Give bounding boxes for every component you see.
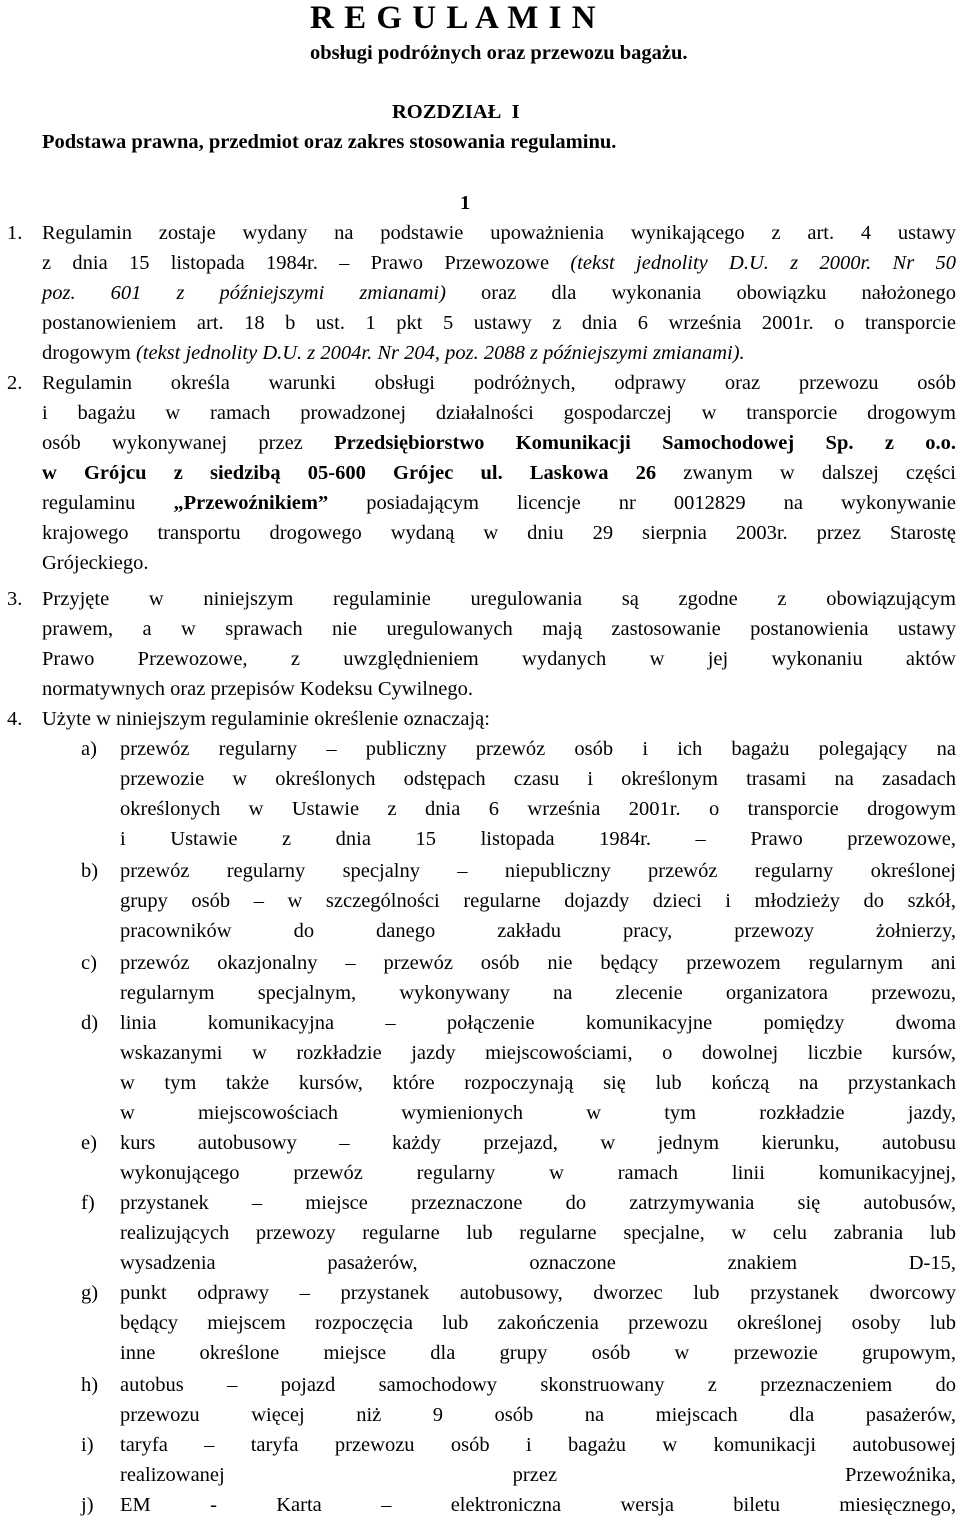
definition-f-line-3: wysadzenia pasażerów, oznaczone znakiem D-15, — [120, 1252, 956, 1274]
definition-i-line-1: taryfa – taryfa przewozu osób i bagażu w komunikacji autobusowej — [120, 1434, 956, 1456]
point-2-line-5 — [42, 488, 956, 518]
point-1-line-4: postanowieniem art. 18 b ust. 1 pkt 5 ustawy z dnia 6 września 2001r. o transporcie — [42, 312, 956, 334]
definition-c-line-2: regularnym specjalnym, wykonywany na zlecenie organizatora przewozu, — [120, 982, 956, 1004]
point-3-line-3: Prawo Przewozowe, z uwzględnieniem wydanych w jej wykonaniu aktów — [42, 648, 956, 670]
definition-d-line-1: linia komunikacyjna – połączenie komunikacyjne pomiędzy dwoma — [120, 1012, 956, 1034]
definition-g-line-3: inne określone miejsce dla grupy osób w przewozie grupowym, — [120, 1342, 956, 1364]
definition-b-label: b) — [81, 860, 99, 882]
definition-d-label: d) — [81, 1012, 99, 1034]
section-number: 1 — [460, 192, 471, 214]
point-2-number: 2. — [7, 372, 23, 394]
definition-f-label: f) — [81, 1192, 95, 1214]
point-2-text: regulaminu — [42, 492, 174, 514]
definition-h-line-2: przewozu więcej niż 9 osób na miejscach dla pasażerów, — [120, 1404, 956, 1426]
definition-h-label: h) — [81, 1374, 99, 1396]
definition-a-label: a) — [81, 738, 97, 760]
point-1-line-3 — [42, 278, 956, 308]
point-1-line-1: Regulamin zostaje wydany na podstawie upoważnienia wynikającego z art. 4 ustawy — [42, 222, 956, 244]
point-1-text: drogowym — [42, 342, 136, 364]
definition-j-line-1: EM - Karta – elektroniczna wersja biletu miesięcznego, — [120, 1494, 956, 1516]
definition-d-line-4: w miejscowościach wymienionych w tym rozkładzie jazdy, — [120, 1102, 956, 1124]
company-name: Przedsiębiorstwo Komunikacji Samochodowej Sp. z o.o. — [334, 432, 956, 454]
point-3-line-4: normatywnych oraz przepisów Kodeksu Cywilnego. — [42, 678, 473, 700]
definition-e-line-2: wykonującego przewóz regularny w ramach linii komunikacyjnej, — [120, 1162, 956, 1184]
chapter-label: ROZDZIAŁ I — [392, 101, 520, 123]
definition-a-line-1: przewóz regularny – publiczny przewóz osób i ich bagażu polegający na — [120, 738, 956, 760]
point-1-text: oraz dla wykonania obowiązku nałożonego — [445, 282, 956, 304]
company-address: w Grójcu z siedzibą 05-600 Grójec ul. Laskowa 26 — [42, 462, 657, 484]
point-2-text: zwanym w dalszej części — [656, 462, 956, 484]
point-1-citation: poz. 601 z późniejszymi zmianami) — [42, 282, 446, 304]
definition-g-line-2: będący miejscem rozpoczęcia lub zakończenia przewozu określonej osoby lub — [120, 1312, 956, 1334]
definition-b-line-1: przewóz regularny specjalny – niepubliczny przewóz regularny określonej — [120, 860, 956, 882]
definition-d-line-2: wskazanymi w rozkładzie jazdy miejscowościami, o dowolnej liczbie kursów, — [120, 1042, 956, 1064]
definition-f-line-2: realizujących przewozy regularne lub regularne specjalne, w celu zabrania lub — [120, 1222, 956, 1244]
point-2-line-7: Grójeckiego. — [42, 552, 149, 574]
chapter-heading: Podstawa prawna, przedmiot oraz zakres stosowania regulaminu. — [42, 131, 617, 153]
point-1-text: z dnia 15 listopada 1984r. – Prawo Przewozowe — [42, 252, 571, 274]
document-title: R E G U L A M I N — [310, 0, 597, 36]
point-1-number: 1. — [7, 222, 23, 244]
point-1-citation: (tekst jednolity D.U. z 2000r. Nr 50 — [570, 252, 956, 274]
point-4-number: 4. — [7, 708, 23, 730]
definition-c-label: c) — [81, 952, 97, 974]
point-1-line-2 — [42, 248, 956, 278]
point-4-intro: Użyte w niniejszym regulaminie określenie oznaczają: — [42, 708, 490, 730]
point-1-citation: (tekst jednolity D.U. z 2004r. Nr 204, poz. 2088 z późniejszymi zmianami). — [135, 342, 745, 364]
definition-h-line-1: autobus – pojazd samochodowy skonstruowany z przeznaczeniem do — [120, 1374, 956, 1396]
point-3-number: 3. — [7, 588, 23, 610]
definition-c-line-1: przewóz okazjonalny – przewóz osób nie będący przewozem regularnym ani — [120, 952, 956, 974]
point-2-line-2: i bagażu w ramach prowadzonej działalności gospodarczej w transporcie drogowym — [42, 402, 956, 424]
definition-e-line-1: kurs autobusowy – każdy przejazd, w jednym kierunku, autobusu — [120, 1132, 956, 1154]
definition-b-line-3: pracowników do danego zakładu pracy, przewozy żołnierzy, — [120, 920, 956, 942]
point-2-line-6: krajowego transportu drogowego wydaną w dniu 29 sierpnia 2003r. przez Starostę — [42, 522, 956, 544]
definition-d-line-3: w tym także kursów, które rozpoczynają się lub kończą na przystankach — [120, 1072, 956, 1094]
carrier-term: „Przewoźnikiem” — [173, 492, 329, 514]
point-1-line-5 — [42, 338, 956, 368]
definition-b-line-2: grupy osób – w szczególności regularne dojazdy dzieci i młodzieży do szkół, — [120, 890, 956, 912]
point-2-line-3 — [42, 428, 956, 458]
definition-i-label: i) — [81, 1434, 94, 1456]
point-2-text: posiadającym licencje nr 0012829 na wykonywanie — [328, 492, 956, 514]
point-3-line-2: prawem, a w sprawach nie uregulowanych mają zastosowanie postanowienia ustawy — [42, 618, 956, 640]
definition-a-line-2: przewozie w określonych odstępach czasu i określonym trasami na zasadach — [120, 768, 956, 790]
definition-f-line-1: przystanek – miejsce przeznaczone do zatrzymywania się autobusów, — [120, 1192, 956, 1214]
definition-g-label: g) — [81, 1282, 99, 1304]
point-2-text: osób wykonywanej przez — [42, 432, 335, 454]
definition-i-line-2: realizowanej przez Przewoźnika, — [120, 1464, 956, 1486]
definition-a-line-3: określonych w Ustawie z dnia 6 września 2001r. o transporcie drogowym — [120, 798, 956, 820]
point-2-line-1: Regulamin określa warunki obsługi podróżnych, odprawy oraz przewozu osób — [42, 372, 956, 394]
definition-j-label: j) — [81, 1494, 94, 1516]
definition-a-line-4: i Ustawie z dnia 15 listopada 1984r. – Prawo przewozowe, — [120, 828, 956, 850]
definition-g-line-1: punkt odprawy – przystanek autobusowy, dworzec lub przystanek dworcowy — [120, 1282, 956, 1304]
point-3-line-1: Przyjęte w niniejszym regulaminie uregulowania są zgodne z obowiązującym — [42, 588, 956, 610]
document-subtitle: obsługi podróżnych oraz przewozu bagażu. — [310, 42, 688, 64]
point-2-line-4 — [42, 458, 956, 488]
definition-e-label: e) — [81, 1132, 97, 1154]
